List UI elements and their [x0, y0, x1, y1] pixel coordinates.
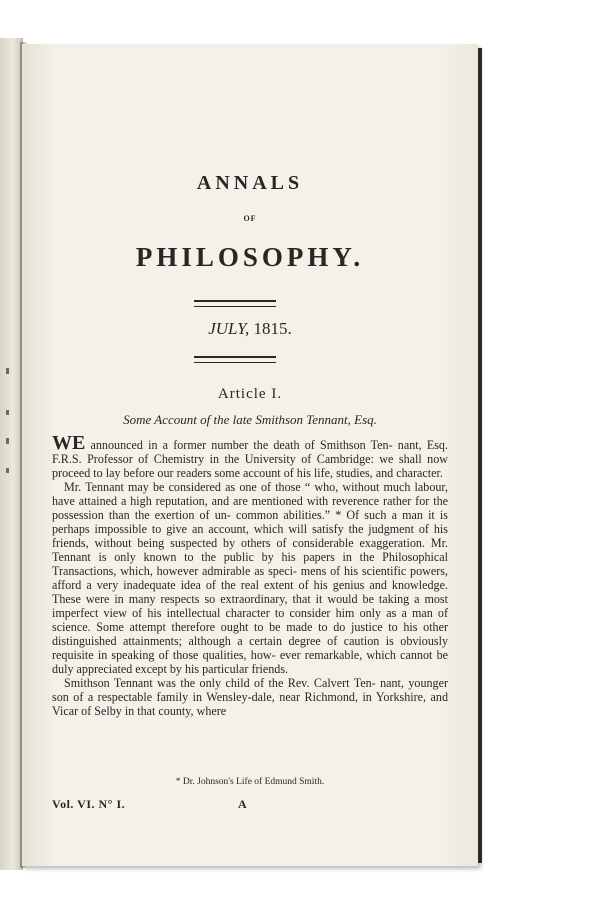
journal-title-of: OF	[243, 214, 257, 223]
issue-date	[22, 319, 478, 339]
paragraph-2: Mr. Tennant may be considered as one of those “ who, without much labour, have attained a high reputation, and are mentioned with reverence rather for the possession than the exertion of un- common abilities.” * Of such a man it is perhaps impossible to give an account, which will satisfy the judgment of his friends, without being suspected by others of considerable exaggeration. Mr. Tennant is only known to the public by his papers in the Philosophical Transactions, which, however admirable as speci- mens of his scientific powers, afford a very inadequate idea of the real extent of his genius and knowledge. These were in many respects so extraordinary, that it would be taking a most imperfect view of his intellectual character to consider him only as a man of science. Some attempt therefore ought to be made to do justice to his other distinguished attainments; although a certain degree of caution is obviously requisite in speaking of those qualities, how- ever remarkable, which cannot be duly appreciated except by his particular friends.	[52, 480, 448, 676]
article-title: Some Account of the late Smithson Tennant, Esq.	[123, 412, 377, 427]
left-page-ink-mark	[6, 468, 9, 473]
volume-number: Vol. VI. N° I.	[52, 797, 126, 811]
book-page	[22, 44, 478, 866]
journal-title-annals: ANNALS	[196, 172, 304, 194]
journal-title-philosophy: PHILOSOPHY.	[135, 242, 365, 272]
left-page-ink-mark	[6, 368, 9, 374]
bottom-double-rule	[194, 356, 276, 363]
paragraph-1-text: announced in a former number the death of Smithson Ten- nant, Esq. F.R.S. Professor of Chemistry in the University of Cambridge: we shall now proceed to lay before our readers some account of his life, studies, and character.	[52, 438, 448, 480]
issue-month: JULY,	[208, 319, 250, 338]
top-double-rule	[194, 300, 276, 307]
article-body	[52, 432, 448, 718]
page-edge-shadow	[478, 48, 482, 863]
left-page-ink-mark	[6, 438, 9, 444]
left-page-ink-mark	[6, 410, 9, 415]
drop-cap: WE	[52, 432, 86, 454]
issue-year: 1815.	[253, 319, 292, 338]
footnote: * Dr. Johnson's Life of Edmund Smith.	[175, 777, 325, 787]
signature-mark: A	[238, 797, 247, 811]
article-number: Article I.	[217, 386, 283, 402]
paragraph-1	[52, 432, 448, 480]
paragraph-3: Smithson Tennant was the only child of the Rev. Calvert Ten- nant, younger son of a respectable family in Wensley-dale, near Richmond, in Yorkshire, and Vicar of Selby in that county, where	[52, 676, 448, 718]
